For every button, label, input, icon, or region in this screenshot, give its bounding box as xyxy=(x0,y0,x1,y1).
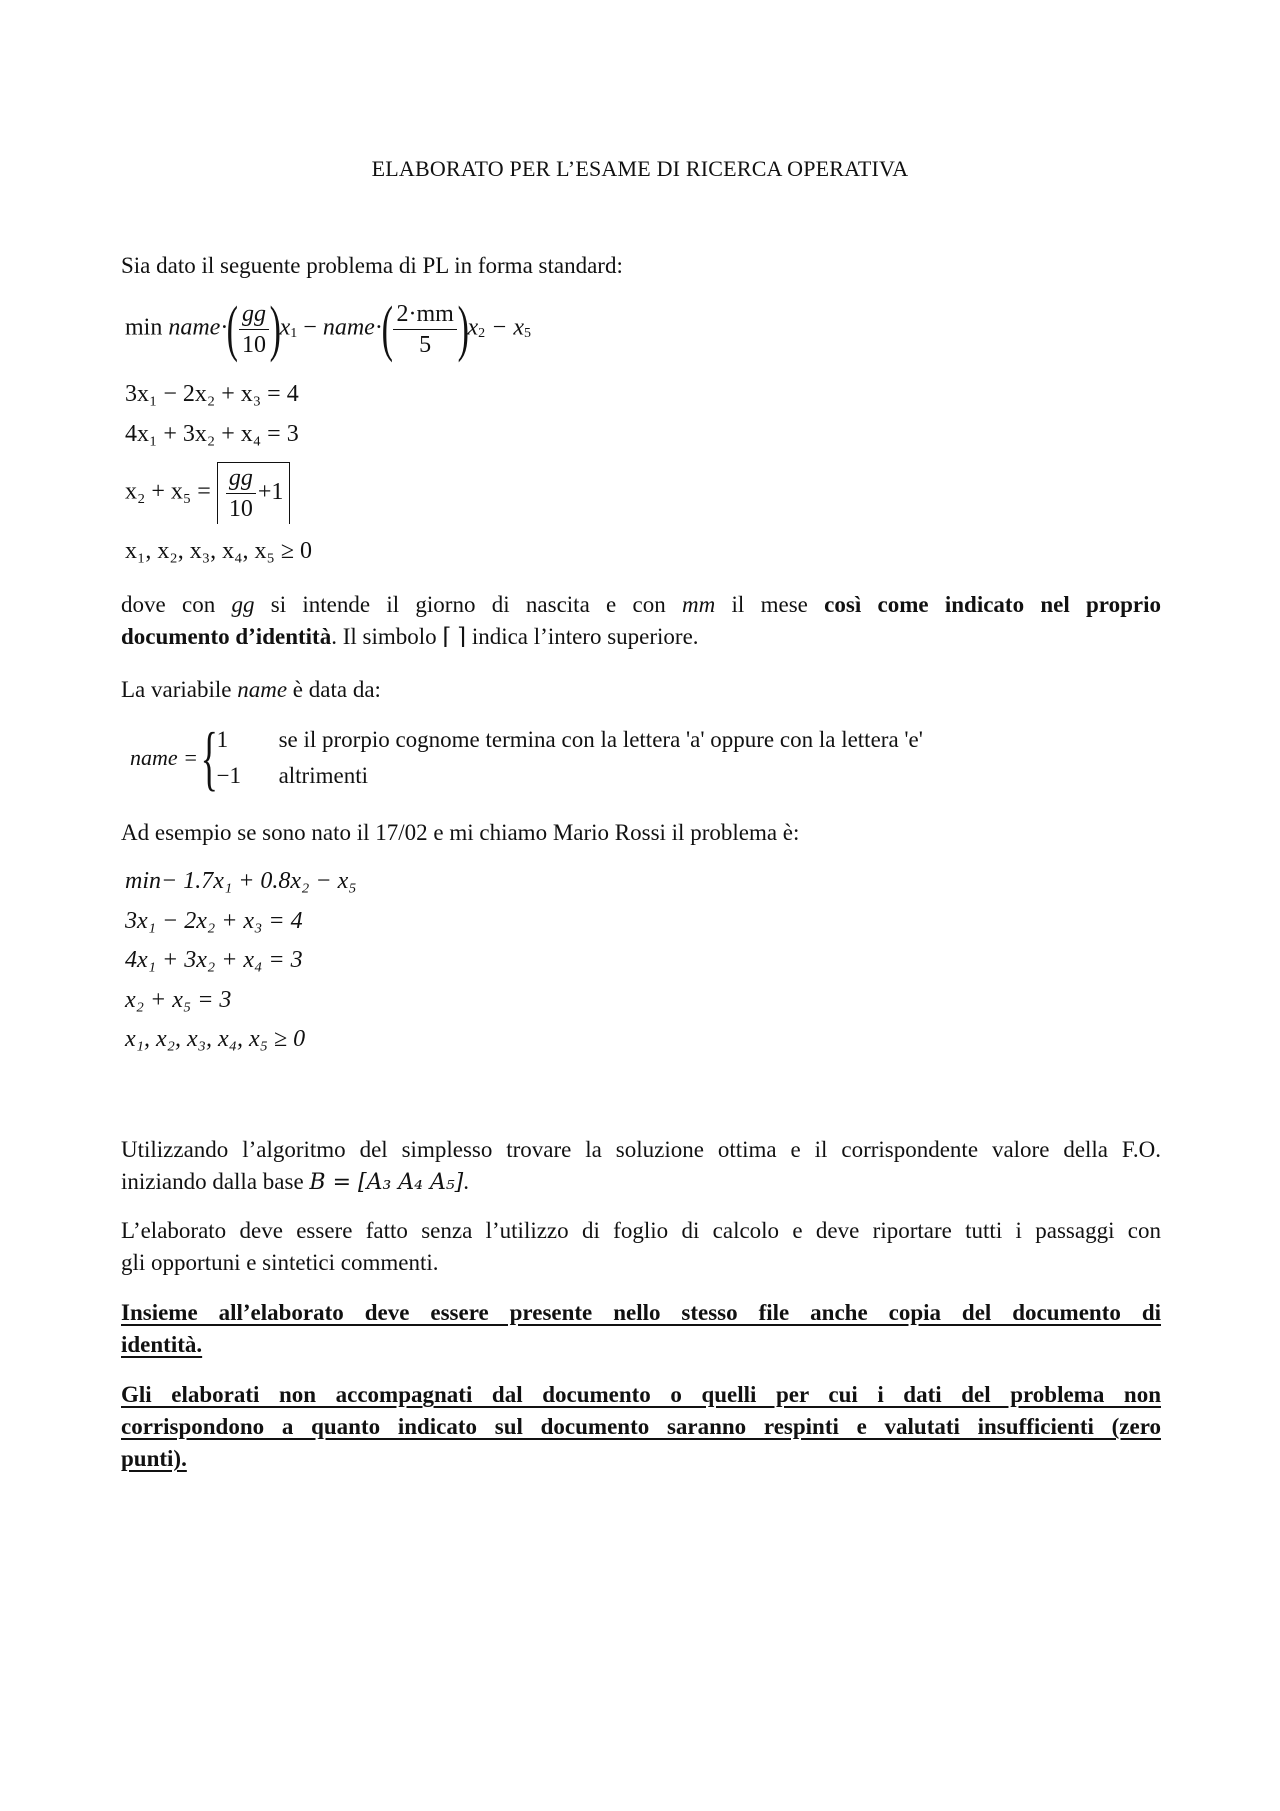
case-row xyxy=(217,722,933,758)
example-constraint-2: 4x₁ + 3x₂ + x₄ = 3 xyxy=(125,947,303,973)
paren-open-icon: ( xyxy=(381,295,393,363)
paren-open-icon: ( xyxy=(226,295,239,363)
base-expression: B = [A₃ A₄ A₅] xyxy=(309,1170,464,1195)
explanation-line-1 xyxy=(121,589,1161,621)
instructions-paragraph xyxy=(121,1215,1161,1279)
frac-den: 5 xyxy=(419,331,432,358)
name-label: name = xyxy=(130,745,198,770)
ceil-bracket xyxy=(217,462,291,524)
constraint-3 xyxy=(125,462,290,524)
frac-num: gg xyxy=(226,463,256,494)
page-title: ELABORATO PER L’ESAME DI RICERCA OPERATIVA xyxy=(371,156,909,181)
frac-num: 2·mm xyxy=(393,299,456,330)
gg-var: gg xyxy=(231,592,255,617)
fraction-gg-10 xyxy=(239,299,269,360)
text: La variabile xyxy=(121,677,238,702)
paren-close-icon: ) xyxy=(269,295,281,363)
example-intro: Ad esempio se sono nato il 17/02 e mi chiamo Mario Rossi il problema è: xyxy=(121,820,800,845)
mm-var: mm xyxy=(682,592,716,617)
example-objective: min− 1.7x₁ + 0.8x₂ − x₅ xyxy=(125,868,357,894)
frac-den: 10 xyxy=(241,331,266,358)
warning-id-document xyxy=(121,1297,1161,1361)
instructions-line-1: L’elaborato deve essere fatto senza l’utilizzo di foglio di calcolo e deve riportare tutti i passaggi con xyxy=(121,1218,1161,1243)
c3-plus: +1 xyxy=(257,479,284,506)
case-value: −1 xyxy=(216,763,242,788)
warning1-line-2: identità. xyxy=(121,1332,203,1357)
text: si intende il giorno di nascita e con xyxy=(254,592,683,617)
instructions-line-2: gli opportuni e sintetici commenti. xyxy=(121,1250,439,1275)
objective-function: min name·( $\frac{gg}{10}$ )$x_1$ − name·( $\frac{2\cdot mm}{5}$ )$x_2 - x_5$ xyxy=(125,295,531,363)
fraction-gg-10 xyxy=(226,463,256,524)
warning1-line-1: Insieme all’elaborato deve essere presente nello stesso file anche copia del documento di xyxy=(121,1300,1161,1325)
warning2-line-3: punti). xyxy=(121,1446,187,1471)
example-constraint-3: x₂ + x₅ = 3 xyxy=(125,987,232,1013)
nonnegativity: x₁, x₂, x₃, x₄, x₅ ≥ 0 xyxy=(125,538,313,564)
fraction-2mm-5 xyxy=(393,299,456,360)
paren-close-icon: ) xyxy=(457,295,469,363)
intro-text: Sia dato il seguente problema di PL in forma standard: xyxy=(121,253,623,278)
text: . xyxy=(463,1169,470,1194)
task-line-2 xyxy=(121,1166,1161,1199)
c3-lhs: x₂ + x₅ = xyxy=(125,478,211,505)
warning-rejection xyxy=(121,1379,1161,1475)
case-value: 1 xyxy=(216,727,229,752)
bold-text: così come indicato nel proprio xyxy=(824,592,1161,617)
example-nonnegativity: x₁, x₂, x₃, x₄, x₅ ≥ 0 xyxy=(125,1026,306,1052)
left-brace-icon: { xyxy=(200,718,218,798)
warning2-line-2: corrispondono a quanto indicato sul documento saranno respinti e valutati insufficienti (zero xyxy=(121,1414,1161,1439)
text: . Il simbolo ⌈ ⌉ indica l’intero superiore. xyxy=(331,624,699,649)
name-variable-intro xyxy=(121,674,381,706)
obj-min: min xyxy=(125,314,163,341)
explanation-paragraph xyxy=(121,589,1161,653)
obj-dot-1: · xyxy=(220,314,229,341)
obj-dot-2: · xyxy=(374,314,383,341)
obj-name-2: name xyxy=(322,314,375,341)
bold-text: documento d’identità xyxy=(121,624,332,649)
cases-table xyxy=(217,722,933,794)
case-row xyxy=(217,758,933,794)
text: il mese xyxy=(715,592,825,617)
obj-minus: − xyxy=(303,314,317,341)
case-condition: se il prorpio cognome termina con la lettera 'a' oppure con la lettera 'e' xyxy=(278,727,923,752)
obj-name-1: name xyxy=(168,314,221,341)
example-constraint-1: 3x₁ − 2x₂ + x₃ = 4 xyxy=(125,908,303,934)
name-var: name xyxy=(237,677,288,702)
text: iniziando dalla base xyxy=(121,1169,310,1194)
task-line-1: Utilizzando l’algoritmo del simplesso trovare la soluzione ottima e il corrispondente valore della F.O. xyxy=(121,1137,1161,1162)
name-definition xyxy=(130,718,933,798)
frac-num: gg xyxy=(239,299,269,330)
frac-den: 10 xyxy=(228,496,253,522)
constraint-1: 3x₁ − 2x₂ + x₃ = 4 xyxy=(125,381,299,407)
obj-x2: x xyxy=(467,314,479,341)
text: dove con xyxy=(121,592,232,617)
warning2-line-1: Gli elaborati non accompagnati dal documento o quelli per cui i dati del problema non xyxy=(121,1382,1161,1407)
constraint-2: 4x₁ + 3x₂ + x₄ = 3 xyxy=(125,421,299,447)
text: è data da: xyxy=(287,677,381,702)
obj-tail: − x xyxy=(491,314,524,341)
task-paragraph xyxy=(121,1134,1161,1199)
explanation-line-2 xyxy=(121,621,1161,653)
obj-x1: x xyxy=(279,314,291,341)
case-condition: altrimenti xyxy=(278,763,368,788)
